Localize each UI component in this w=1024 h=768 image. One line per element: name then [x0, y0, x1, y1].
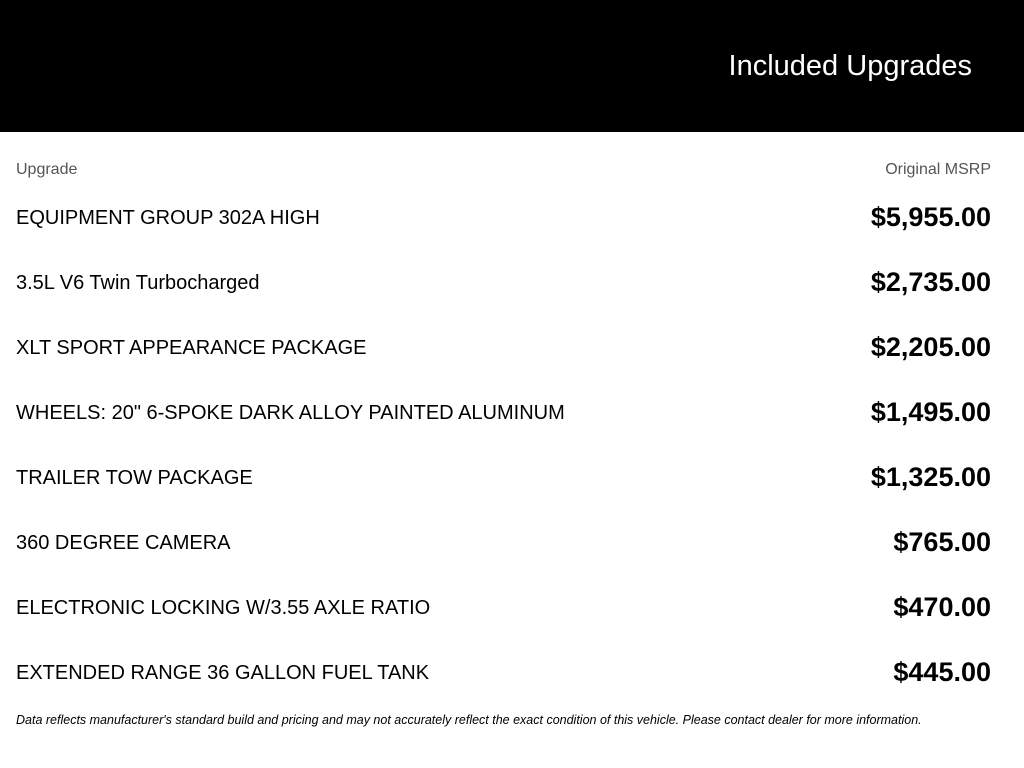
upgrade-msrp: $2,735.00	[870, 267, 991, 297]
upgrade-row	[0, 184, 1024, 249]
upgrade-row	[0, 249, 1024, 314]
upgrade-name: 360 DEGREE CAMERA	[16, 532, 231, 554]
upgrade-row	[0, 574, 1024, 639]
upgrade-msrp: $445.00	[893, 657, 991, 687]
upgrade-row	[0, 639, 1024, 704]
column-header-upgrade: Upgrade	[16, 161, 78, 178]
page-title: Included Upgrades	[728, 50, 972, 82]
column-header-original-msrp: Original MSRP	[885, 161, 991, 178]
upgrade-row	[0, 509, 1024, 574]
upgrade-name: EXTENDED RANGE 36 GALLON FUEL TANK	[16, 662, 430, 684]
upgrade-name: ELECTRONIC LOCKING W/3.55 AXLE RATIO	[16, 597, 431, 619]
upgrade-name: XLT SPORT APPEARANCE PACKAGE	[16, 337, 367, 359]
upgrade-msrp: $1,325.00	[870, 462, 991, 492]
upgrade-row	[0, 379, 1024, 444]
header-banner	[0, 0, 1024, 132]
upgrade-msrp: $5,955.00	[870, 202, 991, 232]
upgrades-list	[0, 184, 1024, 704]
disclaimer-text: Data reflects manufacturer's standard build and pricing and may not accurately reflect the exact condition of this vehicle. Please contact dealer for more information.	[16, 713, 922, 727]
upgrade-msrp: $1,495.00	[870, 397, 991, 427]
upgrade-name: WHEELS: 20" 6-SPOKE DARK ALLOY PAINTED ALUMINUM	[16, 402, 565, 424]
upgrade-msrp: $470.00	[893, 592, 991, 622]
upgrade-msrp: $765.00	[893, 527, 991, 557]
upgrade-name: EQUIPMENT GROUP 302A HIGH	[16, 207, 320, 229]
upgrade-row	[0, 314, 1024, 379]
upgrade-name: TRAILER TOW PACKAGE	[16, 467, 253, 489]
upgrade-name: 3.5L V6 Twin Turbocharged	[16, 272, 260, 294]
upgrade-msrp: $2,205.00	[870, 332, 991, 362]
upgrade-row	[0, 444, 1024, 509]
